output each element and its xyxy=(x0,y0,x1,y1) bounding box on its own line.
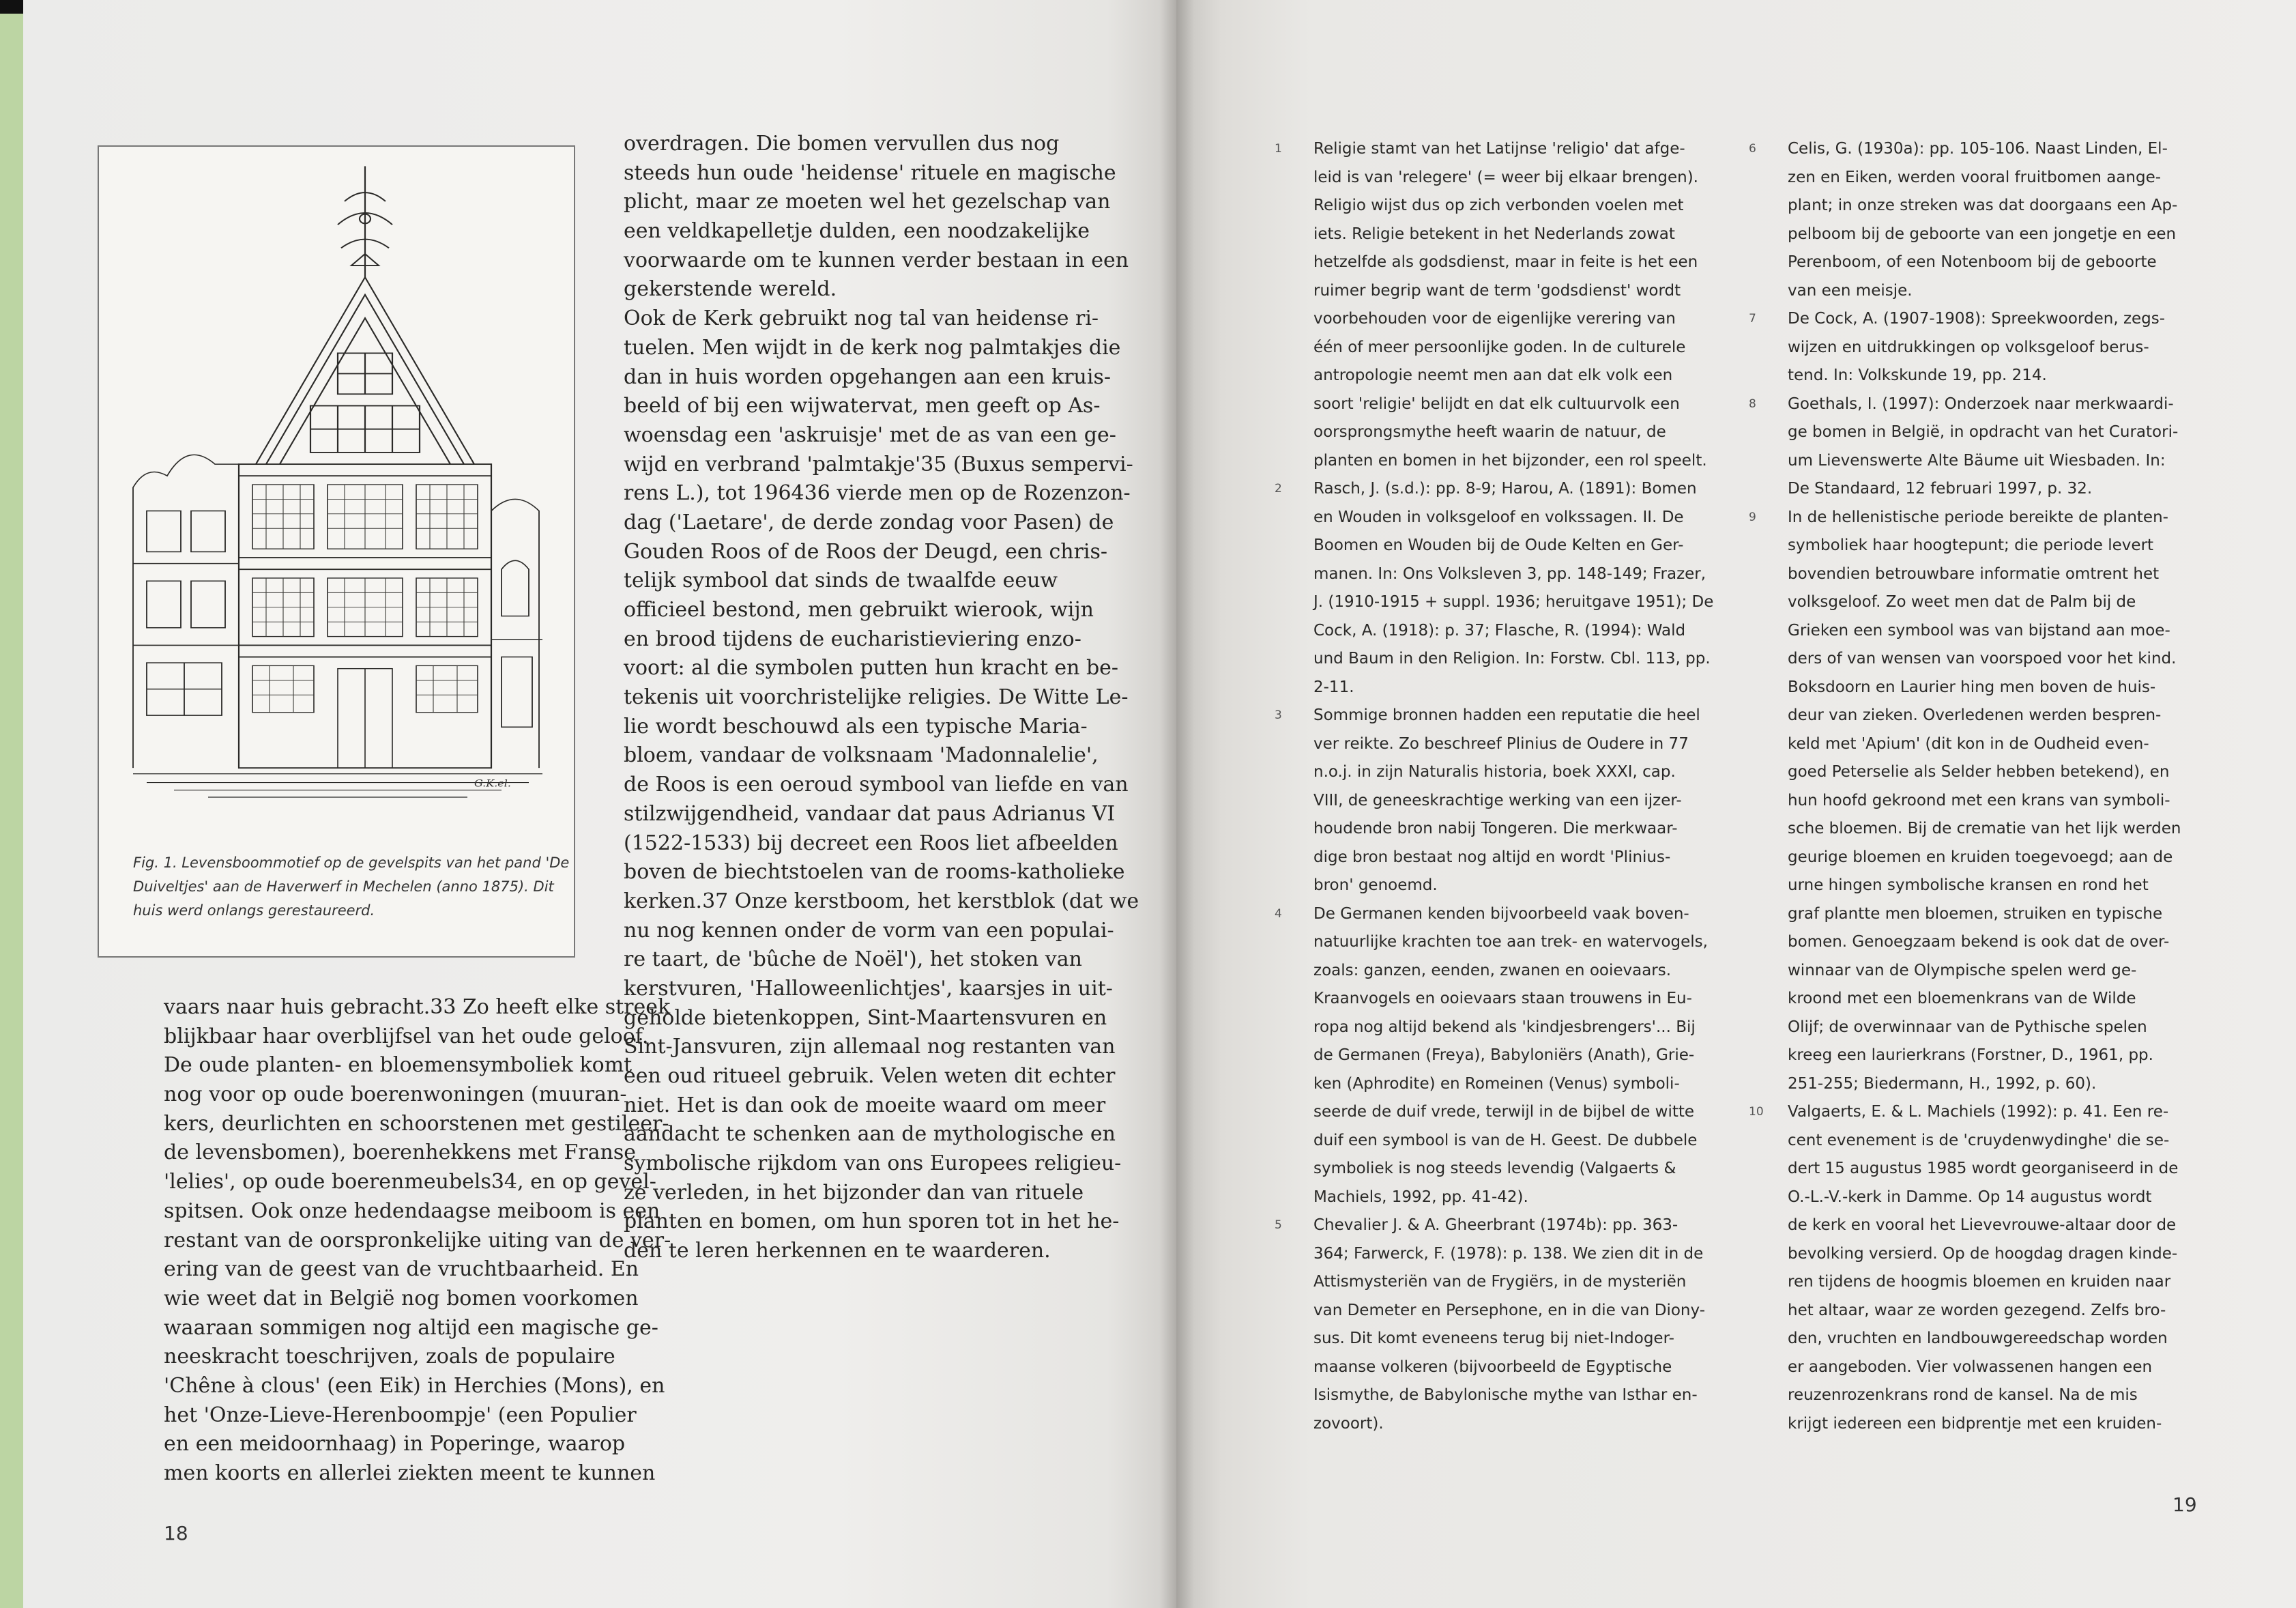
text-line: aandacht te schenken aan de mythologische en xyxy=(624,1122,1116,1147)
footnote-line: O.-L.-V.-kerk in Damme. Op 14 augustus wordt xyxy=(1788,1188,2152,1206)
text-line: een oud ritueel gebruik. Velen weten dit echter xyxy=(624,1064,1116,1088)
footnote-line: manen. In: Ons Volksleven 3, pp. 148-149; Frazer, xyxy=(1313,564,1706,583)
footnote-line: de kerk en vooral het Lievevrouwe-altaar door de xyxy=(1788,1216,2177,1234)
footnote-line: planten en bomen in het bijzonder, een rol speelt. xyxy=(1313,451,1707,470)
footnote-line: Valgaerts, E. & L. Machiels (1992): p. 41. Een re- xyxy=(1788,1103,2169,1121)
footnote-line: bovendien betrouwbare informatie omtrent het xyxy=(1788,564,2160,583)
footnote-line: bron' genoemd. xyxy=(1313,876,1438,894)
text-line: dag ('Laetare', de derde zondag voor Pasen) de xyxy=(624,510,1114,534)
footnote-line: Rasch, J. (s.d.): pp. 8-9; Harou, A. (1891): Bomen xyxy=(1313,480,1697,498)
footnote-line: zoals: ganzen, eenden, zwanen en ooievaars. xyxy=(1313,961,1672,979)
footnote-line: De Germanen kenden bijvoorbeeld vaak boven- xyxy=(1313,904,1689,923)
footnote-line: ruimer begrip want de term 'godsdienst' wordt xyxy=(1313,281,1681,300)
caption-line: huis werd onlangs gerestaureerd. xyxy=(133,902,375,919)
footnote-line: Olijf; de overwinnaar van de Pythische spelen xyxy=(1788,1018,2147,1036)
text-line: de levensbomen), boerenhekkens met Franse xyxy=(164,1140,637,1165)
footnote-number: 1 xyxy=(1275,142,1282,156)
text-line: nu nog kennen onder de vorm van een populai- xyxy=(624,918,1114,943)
text-line: een veldkapelletje dulden, een noodzakelijke xyxy=(624,219,1090,244)
footnote-line: dert 15 augustus 1985 wordt georganiseerd in de xyxy=(1788,1160,2179,1177)
footnote-line: van een meisje. xyxy=(1788,281,1913,300)
text-line: en brood tijdens de eucharistieviering enzo- xyxy=(624,627,1081,651)
text-line: boven de biechtstoelen van de rooms-katholieke xyxy=(624,860,1125,885)
footnote-line: symboliek is nog steeds levendig (Valgaerts & xyxy=(1313,1160,1676,1177)
left-page xyxy=(23,0,1176,1608)
footnote-line: Attismysteriën van de Frygiërs, in de mysteriën xyxy=(1313,1273,1687,1291)
footnote-line: goed Peterselie als Selder hebben betekend), en xyxy=(1788,763,2170,781)
footnote-line: krijgt iedereen een bidprentje met een kruiden- xyxy=(1788,1414,2162,1433)
footnote-line: ge bomen in België, in opdracht van het Curatori- xyxy=(1788,423,2179,441)
footnote-line: winnaar van de Olympische spelen werd ge- xyxy=(1788,961,2137,979)
footnote xyxy=(1749,135,2183,305)
text-line: telijk symbool dat sinds de twaalfde eeuw xyxy=(624,569,1058,593)
text-line: Gouden Roos of de Roos der Deugd, een chris- xyxy=(624,539,1108,564)
footnote-line: n.o.j. in zijn Naturalis historia, boek XXXI, cap. xyxy=(1313,763,1676,781)
footnote-number: 6 xyxy=(1749,142,1756,156)
footnote-line: plant; in onze streken was dat doorgaans een Ap- xyxy=(1788,197,2178,214)
text-line: wijd en verbrand 'palmtakje'35 (Buxus sempervi- xyxy=(624,452,1133,476)
text-line: nog voor op oude boerenwoningen (muuran- xyxy=(164,1082,627,1107)
footnote-line: tend. In: Volkskunde 19, pp. 214. xyxy=(1788,367,2047,384)
footnote-line: Machiels, 1992, pp. 41-42). xyxy=(1313,1188,1528,1206)
footnote-line: deur van zieken. Overledenen werden bespren- xyxy=(1788,706,2162,724)
footnote-line: iets. Religie betekent in het Nederlands zowat xyxy=(1313,225,1675,243)
footnote-line: soort 'religie' belijdt en dat elk cultuurvolk een xyxy=(1313,394,1680,413)
text-line: geholde bietenkoppen, Sint-Maartensvuren en xyxy=(624,1005,1107,1030)
text-line: voorwaarde om te kunnen verder bestaan in een xyxy=(624,248,1129,272)
text-line: neeskracht toeschrijven, zoals de populaire xyxy=(164,1345,615,1369)
footnote xyxy=(1749,504,2183,1099)
footnote-line: Grieken een symbool was van bijstand aan moe- xyxy=(1788,621,2170,640)
text-line: de Roos is een oeroud symbool van liefde en van xyxy=(624,773,1129,797)
footnote-line: ders of van wensen van voorspoed voor het kind. xyxy=(1788,650,2177,667)
text-line: beeld of bij een wijwatervat, men geeft op As- xyxy=(624,394,1101,418)
text-line: men koorts en allerlei ziekten meent te kunnen xyxy=(164,1461,656,1485)
text-line: tekenis uit voorchristelijke religies. De Witte Le- xyxy=(624,685,1129,710)
footnote-line: De Cock, A. (1907-1908): Spreekwoorden, zegs- xyxy=(1788,310,2166,328)
text-line: den te leren herkennen en te waarderen. xyxy=(624,1239,1051,1263)
text-line: rens L.), tot 196436 vierde men op de Rozenzon- xyxy=(624,481,1131,506)
text-line: plicht, maar ze moeten wel het gezelschap van xyxy=(624,190,1111,214)
footnote-line: De Standaard, 12 februari 1997, p. 32. xyxy=(1788,480,2093,498)
footnote-line: kreeg een laurierkrans (Forstner, D., 1961, pp. xyxy=(1788,1046,2153,1064)
footnote-line: und Baum in den Religion. In: Forstw. Cbl. 113, pp. xyxy=(1313,650,1711,667)
notes-column-2 xyxy=(1749,135,2183,1438)
book-gutter xyxy=(1160,0,1194,1608)
right-page xyxy=(1176,0,2296,1608)
footnote-line: voorbehouden voor de eigenlijke verering van xyxy=(1313,310,1676,328)
text-line: kers, deurlichten en schoorstenen met gestileer- xyxy=(164,1111,669,1136)
footnote-line: de Germanen (Freya), Babyloniërs (Anath), Grie- xyxy=(1313,1046,1695,1064)
footnote-line: ropa nog altijd bekend als 'kindjesbrengers'... Bij xyxy=(1313,1018,1696,1036)
footnote-line: geurige bloemen en kruiden toegevoegd; aan de xyxy=(1788,848,2173,866)
text-line: symbolische rijkdom van ons Europees religieu- xyxy=(624,1151,1122,1176)
footnote xyxy=(1275,900,1709,1212)
footnote xyxy=(1749,305,2183,390)
footnote-line: zen en Eiken, werden vooral fruitbomen aange- xyxy=(1788,168,2162,186)
footnote-line: kroond met een bloemenkrans van de Wilde xyxy=(1788,990,2136,1007)
footnote-line: houdende bron nabij Tongeren. Die merkwaar- xyxy=(1313,820,1678,837)
footnote-number: 4 xyxy=(1275,906,1282,921)
footnote-line: bevolking versierd. Op de hoogdag dragen kinde- xyxy=(1788,1244,2178,1263)
footnote-line: en Wouden in volksgeloof en volkssagen. II. De xyxy=(1313,508,1684,526)
footnote-line: Cock, A. (1918): p. 37; Flasche, R. (1994): Wald xyxy=(1313,621,1686,640)
footnote-line: Isismythe, de Babylonische mythe van Isthar en- xyxy=(1313,1386,1698,1404)
text-line: De oude planten- en bloemensymboliek komt xyxy=(164,1053,633,1078)
footnote-line: um Lievenswerte Alte Bäume uit Wiesbaden. In: xyxy=(1788,451,2166,470)
footnote-line: één of meer persoonlijke goden. In de culturele xyxy=(1313,338,1686,356)
footnote-number: 10 xyxy=(1749,1105,1764,1119)
text-line: re taart, de 'bûche de Noël'), het stoken van xyxy=(624,947,1082,972)
text-line: gekerstende wereld. xyxy=(624,277,837,302)
left-column-bottom xyxy=(164,993,671,1489)
footnote-line: In de hellenistische periode bereikte de planten- xyxy=(1788,508,2168,526)
footnote-line: hun hoofd gekroond met een krans van symboli- xyxy=(1788,791,2170,809)
footnote-number: 3 xyxy=(1275,708,1282,722)
footnote-line: keld met 'Apium' (dit kon in de Oudheid even- xyxy=(1788,734,2149,753)
footnote-line: hetzelfde als godsdienst, maar in feite is het een xyxy=(1313,253,1698,271)
footnote-line: cent evenement is de 'cruydenwydinghe' die se- xyxy=(1788,1131,2170,1149)
footnote xyxy=(1749,1098,2183,1438)
text-line: Ook de Kerk gebruikt nog tal van heidense ri- xyxy=(624,306,1099,331)
text-line: vaars naar huis gebracht.33 Zo heeft elke streek xyxy=(164,995,671,1019)
footnote-line: VIII, de geneeskrachtige werking van een ijzer- xyxy=(1313,791,1682,809)
footnote-line: Chevalier J. & A. Gheerbrant (1974b): pp. 363- xyxy=(1313,1216,1679,1234)
text-line: ering van de geest van de vruchtbaarheid. En xyxy=(164,1257,639,1282)
text-line: (1522-1533) bij decreet een Roos liet afbeelden xyxy=(624,831,1118,855)
text-line: Sint-Jansvuren, zijn allemaal nog restanten van xyxy=(624,1035,1116,1059)
caption-line: Fig. 1. Levensboommotief op de gevelspits van het pand 'De xyxy=(133,855,570,871)
footnote xyxy=(1749,390,2183,504)
footnote-line: volksgeloof. Zo weet men dat de Palm bij de xyxy=(1788,593,2136,611)
text-line: kerken.37 Onze kerstboom, het kerstblok (dat we xyxy=(624,889,1139,913)
footnote-line: wijzen en uitdrukkingen op volksgeloof berus- xyxy=(1788,338,2149,356)
footnote-number: 5 xyxy=(1275,1218,1282,1232)
footnote-line: Sommige bronnen hadden een reputatie die heel xyxy=(1313,706,1700,724)
text-line: ze verleden, in het bijzonder dan van rituele xyxy=(624,1180,1084,1205)
footnote-line: ken (Aphrodite) en Romeinen (Venus) symboli- xyxy=(1313,1074,1680,1093)
figure-caption xyxy=(133,851,570,923)
text-line: stilzwijgendheid, vandaar dat paus Adrianus VI xyxy=(624,801,1116,826)
footnote-number: 9 xyxy=(1749,510,1756,524)
footnote-line: Goethals, I. (1997): Onderzoek naar merkwaardi- xyxy=(1788,394,2174,413)
footnote-line: het altaar, waar ze worden gezegend. Zelfs bro- xyxy=(1788,1301,2166,1319)
footnote-line: Celis, G. (1930a): pp. 105-106. Naast Linden, El- xyxy=(1788,140,2168,158)
footnote-line: oorsprongsmythe heeft waarin de natuur, de xyxy=(1313,423,1666,441)
footnote-line: er aangeboden. Vier volwassenen hangen een xyxy=(1788,1358,2153,1376)
footnote-line: natuurlijke krachten toe aan trek- en watervogels, xyxy=(1313,933,1708,951)
right-column-text xyxy=(624,130,1139,1266)
footnote-line: duif een symbool is van de H. Geest. De dubbele xyxy=(1313,1131,1698,1149)
footnote-line: ren tijdens de hoogmis bloemen en kruiden naar xyxy=(1788,1273,2171,1291)
footnote-line: urne hingen symbolische kransen en rond het xyxy=(1788,876,2149,894)
text-line: waaraan sommigen nog altijd een magische ge- xyxy=(164,1315,658,1340)
text-line: 'lelies', op oude boerenmeubels34, en op gevel- xyxy=(164,1170,656,1194)
text-line: overdragen. Die bomen vervullen dus nog xyxy=(624,132,1060,156)
footnote-line: bomen. Genoegzaam bekend is ook dat de over- xyxy=(1788,933,2170,951)
footnote xyxy=(1275,475,1714,702)
text-line: kerstvuren, 'Halloweenlichtjes', kaarsjes in uit- xyxy=(624,976,1113,1001)
footnote-line: ver reikte. Zo beschreef Plinius de Oudere in 77 xyxy=(1313,734,1689,753)
footnote-line: J. (1910-1915 + suppl. 1936; heruitgave 1951); De xyxy=(1313,593,1714,611)
page-number-right: 19 xyxy=(2173,1493,2197,1516)
footnote-line: antropologie neemt men aan dat elk volk een xyxy=(1313,367,1673,384)
footnote-line: 251-255; Biedermann, H., 1992, p. 60). xyxy=(1788,1074,2097,1093)
footnote-line: Religie stamt van het Latijnse 'religio' dat afge- xyxy=(1313,140,1685,158)
footnote-line: reuzenrozenkrans rond de kansel. Na de mis xyxy=(1788,1386,2138,1404)
notes-column-1 xyxy=(1275,135,1714,1438)
footnote-line: 2-11. xyxy=(1313,678,1354,696)
text-line: officieel bestond, men gebruikt wierook, wijn xyxy=(624,598,1094,622)
footnote-line: maanse volkeren (bijvoorbeeld de Egyptische xyxy=(1313,1358,1672,1376)
footnote-line: leid is van 'relegere' (= weer bij elkaar brengen). xyxy=(1313,168,1698,186)
text-line: 'Chêne à clous' (een Eik) in Herchies (Mons), en xyxy=(164,1373,665,1398)
text-line: tuelen. Men wijdt in de kerk nog palmtakjes die xyxy=(624,335,1121,360)
footnote-line: Boksdoorn en Laurier hing men boven de huis- xyxy=(1788,678,2156,696)
footnote-number: 2 xyxy=(1275,482,1282,496)
footnote-line: den, vruchten en landbouwgereedschap worden xyxy=(1788,1330,2168,1347)
footnote-line: Perenboom, of een Notenboom bij de geboorte xyxy=(1788,253,2157,271)
page-number-left: 18 xyxy=(164,1522,188,1545)
figure-frame xyxy=(98,145,575,958)
footnote-line: zovoort). xyxy=(1313,1414,1384,1433)
footnote xyxy=(1275,702,1709,900)
text-line: planten en bomen, om hun sporen tot in het he- xyxy=(624,1209,1120,1234)
footnote-line: symboliek haar hoogtepunt; die periode levert xyxy=(1788,536,2154,554)
footnote-line: sche bloemen. Bij de crematie van het lijk werden xyxy=(1788,820,2181,837)
text-line: blijkbaar haar overblijfsel van het oude geloof. xyxy=(164,1024,649,1048)
text-line: het 'Onze-Lieve-Herenboompje' (een Populier xyxy=(164,1403,637,1427)
text-line: restant van de oorspronkelijke uiting van de ver- xyxy=(164,1228,671,1252)
footnote-line: seerde de duif vrede, terwijl in de bijbel de witte xyxy=(1313,1103,1695,1121)
footnote xyxy=(1275,135,1709,475)
text-line: voort: al die symbolen putten hun kracht en be- xyxy=(624,656,1119,680)
text-line: steeds hun oude 'heidense' rituele en magische xyxy=(624,160,1116,185)
text-line: wie weet dat in België nog bomen voorkomen xyxy=(164,1286,639,1310)
house-illustration xyxy=(119,160,556,850)
footnote-line: Religio wijst dus op zich verbonden voelen met xyxy=(1313,197,1684,214)
text-line: dan in huis worden opgehangen aan een kruis- xyxy=(624,364,1111,389)
footnote-line: Kraanvogels en ooievaars staan trouwens in Eu- xyxy=(1313,990,1692,1007)
illustration-signature: G.K.el. xyxy=(474,777,511,790)
footnote-line: pelboom bij de geboorte van een jongetje en een xyxy=(1788,225,2177,243)
text-line: spitsen. Ook onze hedendaagse meiboom is een xyxy=(164,1198,660,1223)
footnote-line: van Demeter en Persephone, en in die van Diony- xyxy=(1313,1301,1705,1319)
footnote-line: Boomen en Wouden bij de Oude Kelten en Ger- xyxy=(1313,536,1684,554)
footnote-line: graf plantte men bloemen, struiken en typische xyxy=(1788,904,2163,923)
text-line: niet. Het is dan ook de moeite waard om meer xyxy=(624,1093,1106,1117)
footnote-number: 7 xyxy=(1749,312,1756,326)
text-line: bloem, vandaar de volksnaam 'Madonnalelie', xyxy=(624,743,1099,768)
text-line: lie wordt beschouwd als een typische Maria- xyxy=(624,714,1088,738)
footnote-line: dige bron bestaat nog altijd en wordt 'Plinius- xyxy=(1313,848,1671,866)
footnote xyxy=(1275,1211,1709,1438)
text-line: en een meidoornhaag) in Poperinge, waarop xyxy=(164,1432,626,1456)
caption-line: Duiveltjes' aan de Haverwerf in Mechelen (anno 1875). Dit xyxy=(133,878,554,895)
footnote-number: 8 xyxy=(1749,397,1756,411)
footnote-line: 364; Farwerck, F. (1978): p. 138. We zien dit in de xyxy=(1313,1244,1704,1263)
footnote-line: sus. Dit komt eveneens terug bij niet-Indoger- xyxy=(1313,1330,1674,1347)
text-line: woensdag een 'askruisje' met de as van een ge- xyxy=(624,422,1116,447)
